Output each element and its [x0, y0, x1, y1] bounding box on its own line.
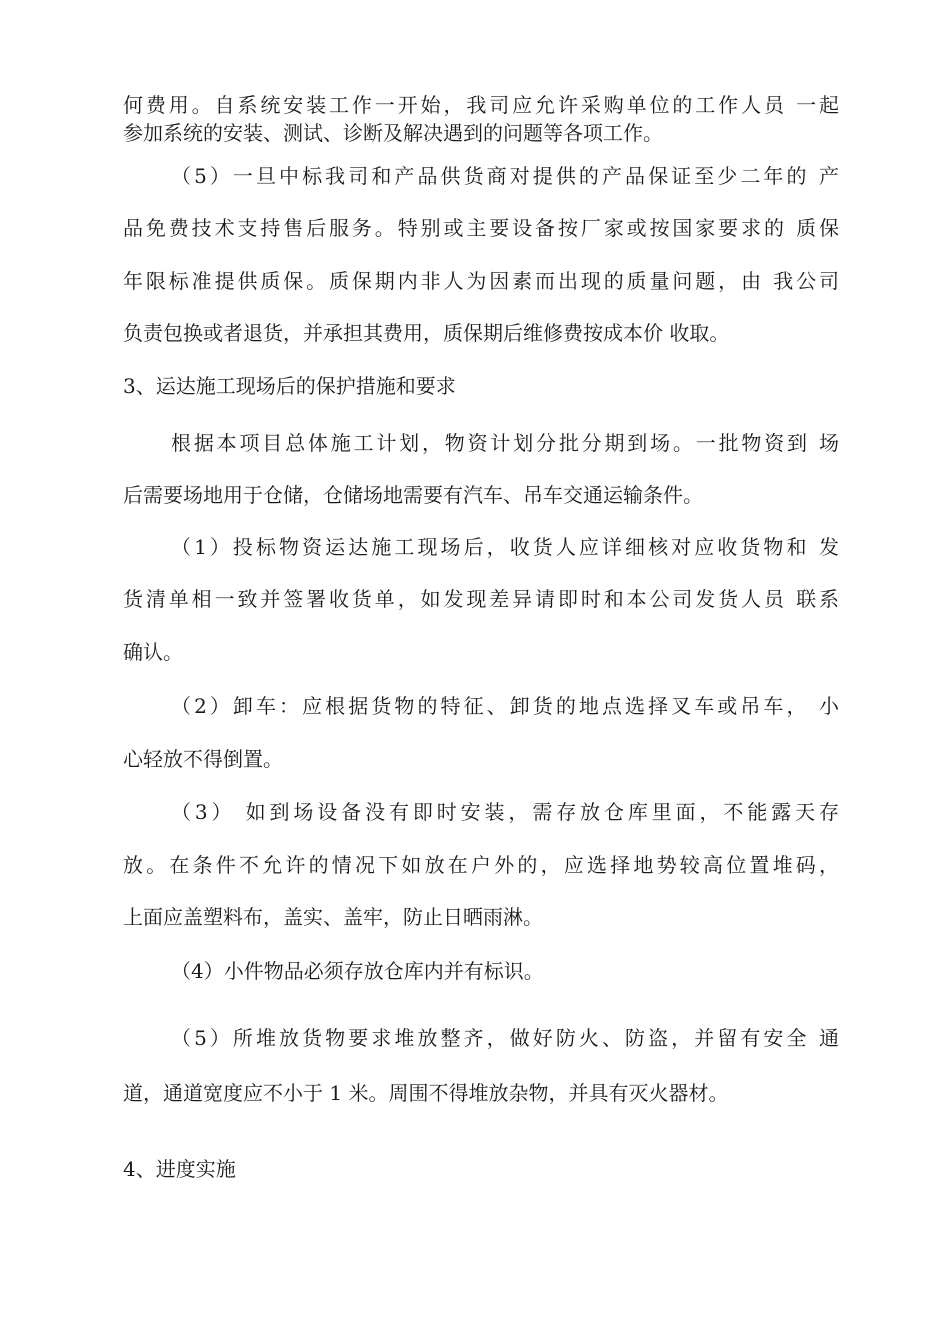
paragraph-line: （4）小件物品必须存放仓库内并有标识。: [171, 959, 544, 983]
paragraph-line: 何费用。自系统安装工作一开始，我司应允许采购单位的工作人员 一起: [123, 93, 839, 117]
paragraph-line: （5）所堆放货物要求堆放整齐，做好防火、防盗，并留有安全 通: [171, 1026, 839, 1050]
paragraph-line: （3） 如到场设备没有即时安装，需存放仓库里面，不能露天存: [171, 800, 839, 824]
paragraph-line: 确认。: [123, 640, 183, 664]
paragraph-line: 放。在条件不允许的情况下如放在户外的，应选择地势较高位置堆码，: [123, 853, 839, 877]
section-heading: 4、进度实施: [123, 1157, 236, 1181]
paragraph-line: 根据本项目总体施工计划，物资计划分批分期到场。一批物资到 场: [171, 431, 839, 455]
paragraph-line: 负责包换或者退货，并承担其费用，质保期后维修费按成本价 收取。: [123, 321, 730, 345]
paragraph-line: 后需要场地用于仓储，仓储场地需要有汽车、吊车交通运输条件。: [123, 483, 703, 507]
section-heading: 3、运达施工现场后的保护措施和要求: [123, 374, 456, 398]
paragraph-line: 年限标准提供质保。质保期内非人为因素而出现的质量问题，由 我公司: [123, 269, 839, 293]
paragraph-line: （2）卸车：应根据货物的特征、卸货的地点选择叉车或吊车， 小: [171, 694, 839, 718]
paragraph-line: 货清单相一致并签署收货单，如发现差异请即时和本公司发货人员 联系: [123, 587, 839, 611]
paragraph-line: （5）一旦中标我司和产品供货商对提供的产品保证至少二年的 产: [171, 164, 839, 188]
paragraph-line: 参加系统的安装、测试、诊断及解决遇到的问题等各项工作。: [123, 121, 663, 145]
paragraph-line: 道，通道宽度应不小于 1 米。周围不得堆放杂物，并具有灭火器材。: [123, 1081, 729, 1105]
paragraph-line: 上面应盖塑料布，盖实、盖牢，防止日晒雨淋。: [123, 905, 543, 929]
paragraph-line: 心轻放不得倒置。: [123, 747, 283, 771]
paragraph-line: （1）投标物资运达施工现场后，收货人应详细核对应收货物和 发: [171, 535, 839, 559]
paragraph-line: 品免费技术支持售后服务。特别或主要设备按厂家或按国家要求的 质保: [123, 216, 839, 240]
